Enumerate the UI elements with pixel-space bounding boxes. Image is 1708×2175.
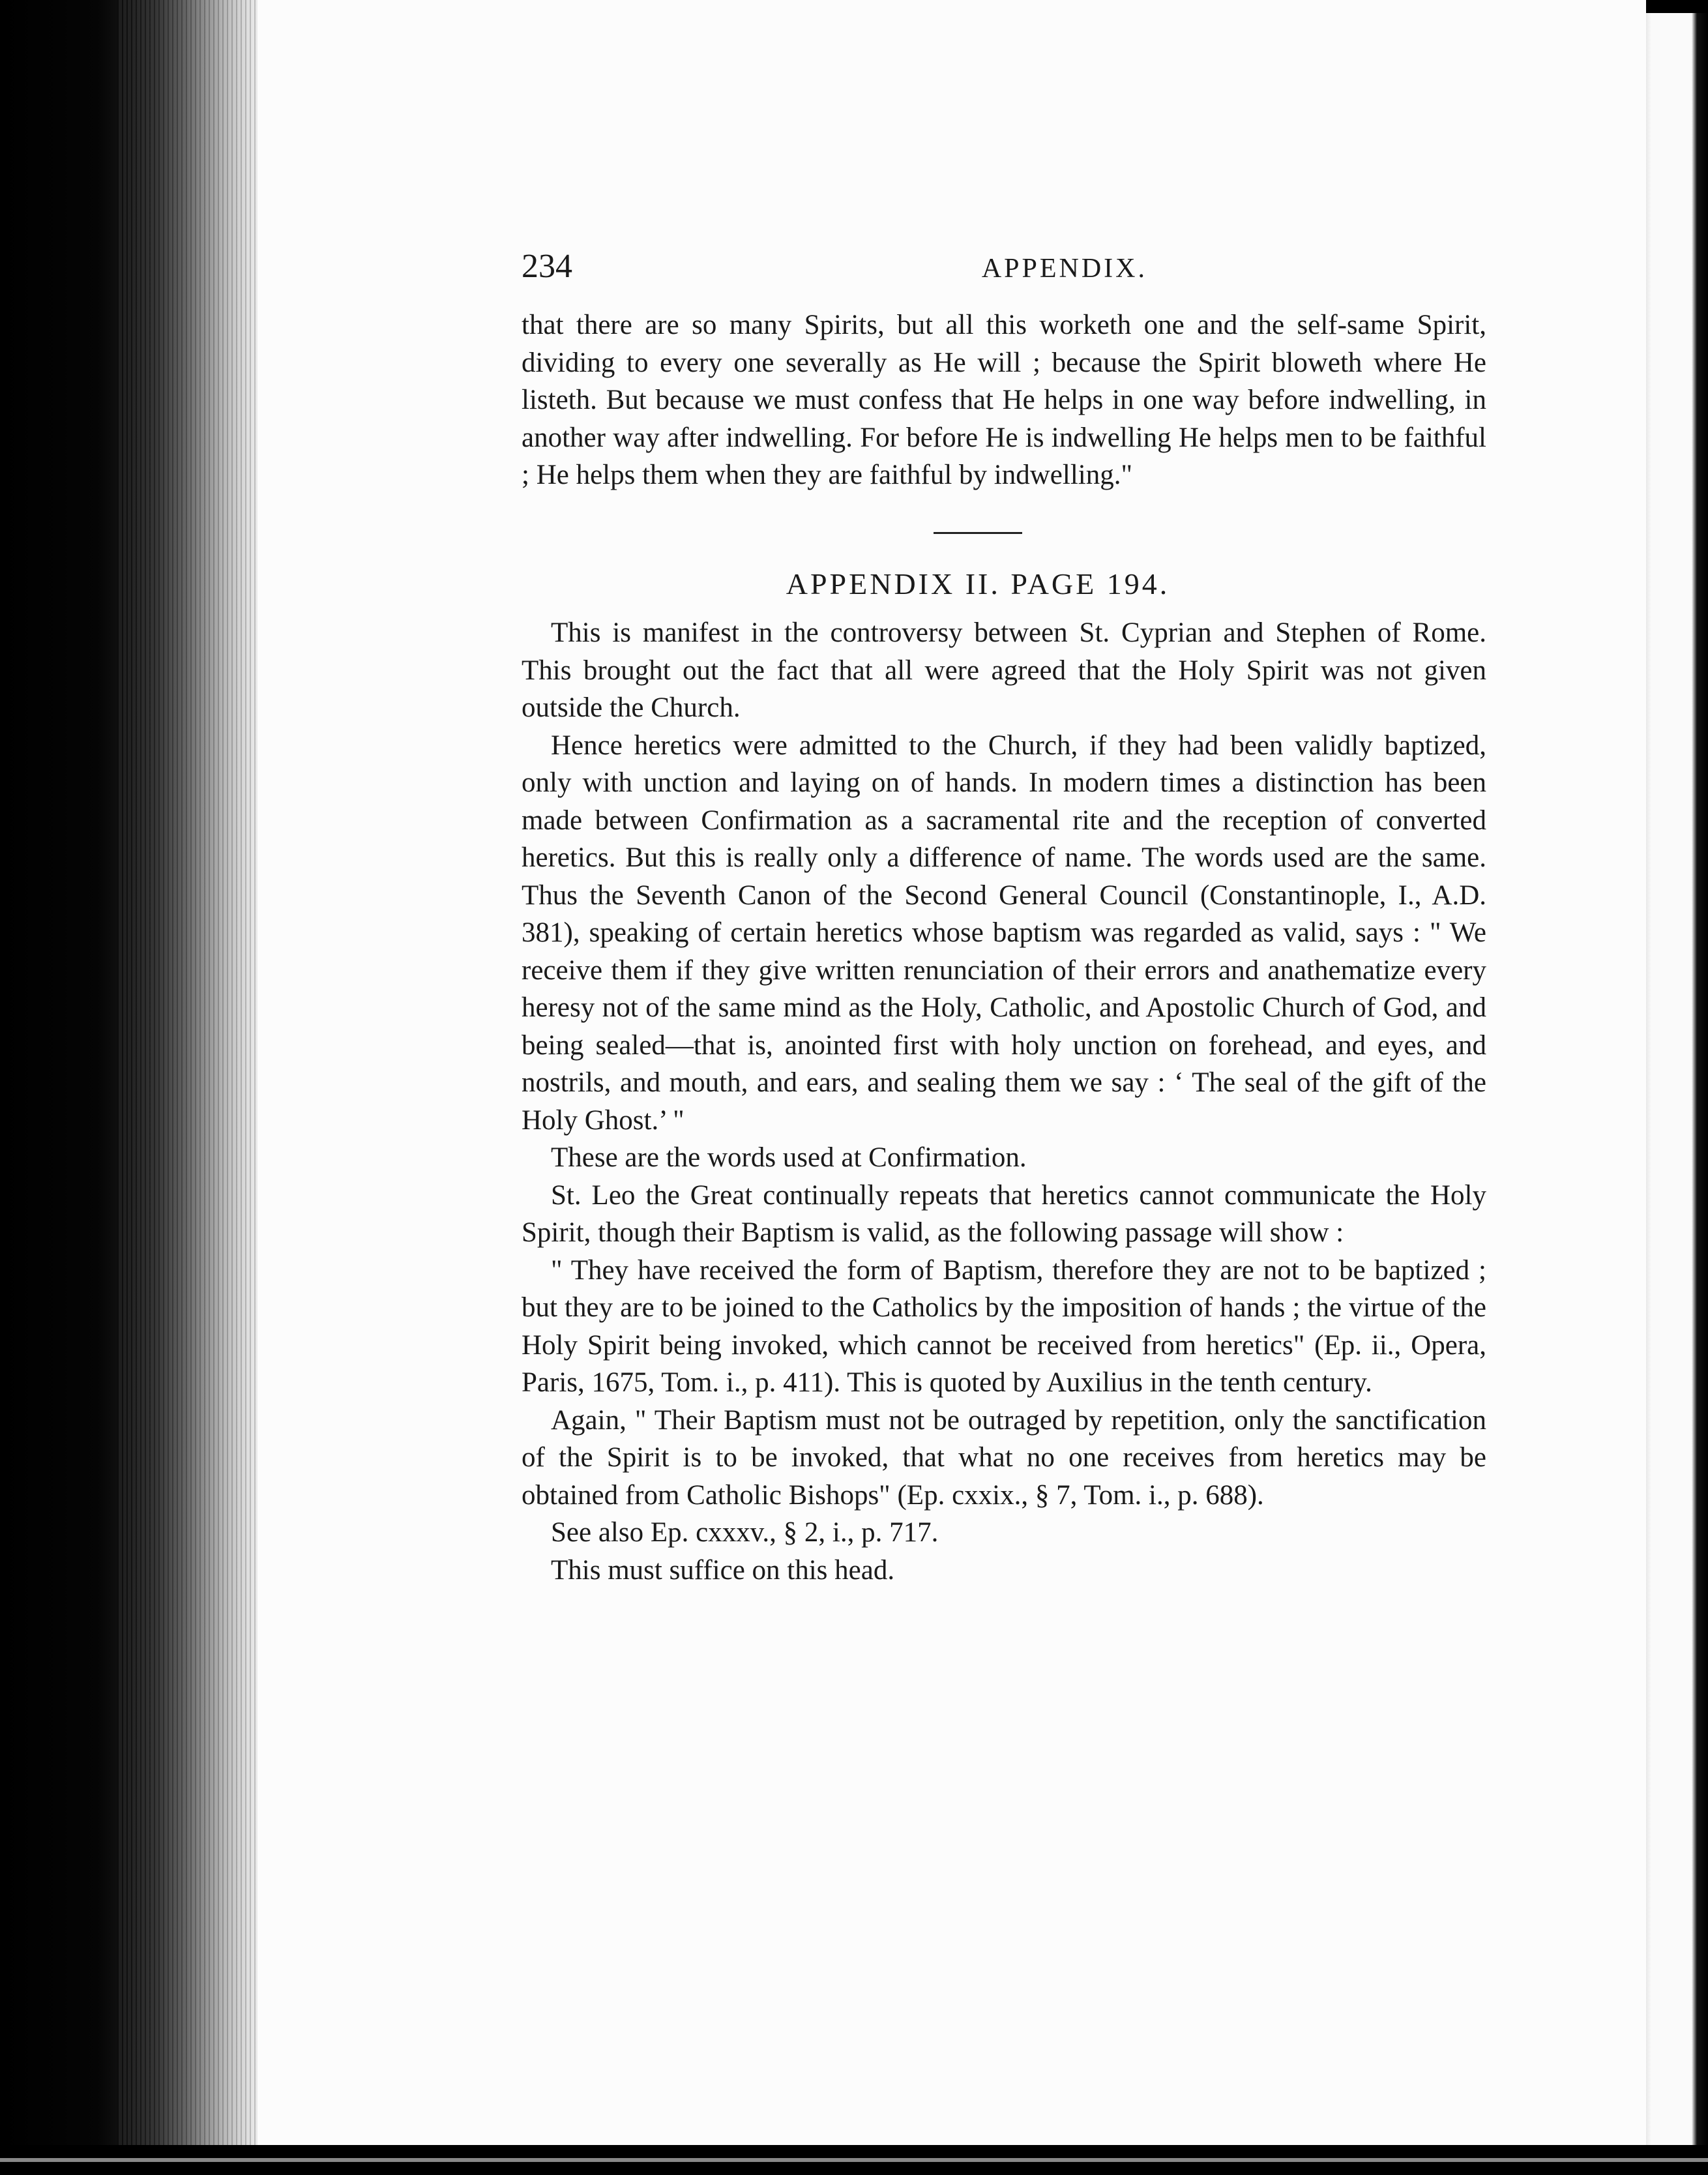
facing-page-edge [1646, 13, 1708, 2145]
paragraph: Hence heretics were admitted to the Church, if they had been validly baptized, only with unction and laying on of hands. In modern times a distinction has been made between Confirmation as a sacramental rite and the reception of converted heretics. But this is really only a difference of name. The words used are the same. Thus the Seventh Canon of the Second General Council (Constantinople, I., A.D. 381), speaking of certain heretics whose baptism was regarded as valid, says : " We receive them if they give written renunciation of their errors and anathematize every heresy not of the same mind as the Holy, Catholic, and Apostolic Church of God, and being sealed—that is, anointed first with holy unction on forehead, and eyes, and nostrils, and mouth, and ears, and sealing them we say : ‘ The seal of the gift of the Holy Ghost.’ " [522, 730, 1486, 1136]
paragraph: These are the words used at Confirmation. [551, 1142, 1027, 1173]
book-page-edges [0, 0, 261, 2175]
page-text [522, 248, 1486, 1589]
page-number: 234 [522, 248, 572, 285]
paragraph: See also Ep. cxxxv., § 2, i., p. 717. [551, 1517, 939, 1548]
page-edge-lines [117, 0, 261, 2152]
paragraph: St. Leo the Great continually repeats that heretics cannot communicate the Holy Spirit, though their Baptism is valid, as the following passage will show : [522, 1179, 1486, 1248]
running-head: APPENDIX. [981, 254, 1147, 284]
page-header [522, 248, 1486, 306]
section-divider [934, 532, 1022, 534]
bottom-edge-line [0, 2158, 1708, 2162]
section-title: APPENDIX II. PAGE 194. [786, 567, 1170, 600]
continuation-paragraph: that there are so many Spirits, but all this worketh one and the self-same Spirit, dividing to every one severally as He will ; because the Spirit bloweth where He listeth. But because we must confess that He helps in one way before indwelling, in another way after indwelling. For before He is indwelling He helps men to be faithful ; He helps them when they are faithful by indwelling." [522, 310, 1486, 490]
paragraph: This must suffice on this head. [551, 1554, 895, 1586]
quoted-paragraph: " They have received the form of Baptism, therefore they are not to be baptized ; but they are to be joined to the Catholics by the imposition of hands ; the virtue of the Holy Spirit being invoked, which cannot be received from heretics" (Ep. ii., Opera, Paris, 1675, Tom. i., p. 411). This is quoted by Auxilius in the tenth century. [522, 1254, 1486, 1398]
paragraph: Again, " Their Baptism must not be outraged by repetition, only the sanctification of the Spirit is to be invoked, that what no one receives from heretics may be obtained from Catholic Bishops" (Ep. cxxix., § 7, Tom. i., p. 688). [522, 1404, 1486, 1511]
paragraph: This is manifest in the controversy between St. Cyprian and Stephen of Rome. This brought out the fact that all were agreed that the Holy Spirit was not given outside the Church. [522, 617, 1486, 723]
